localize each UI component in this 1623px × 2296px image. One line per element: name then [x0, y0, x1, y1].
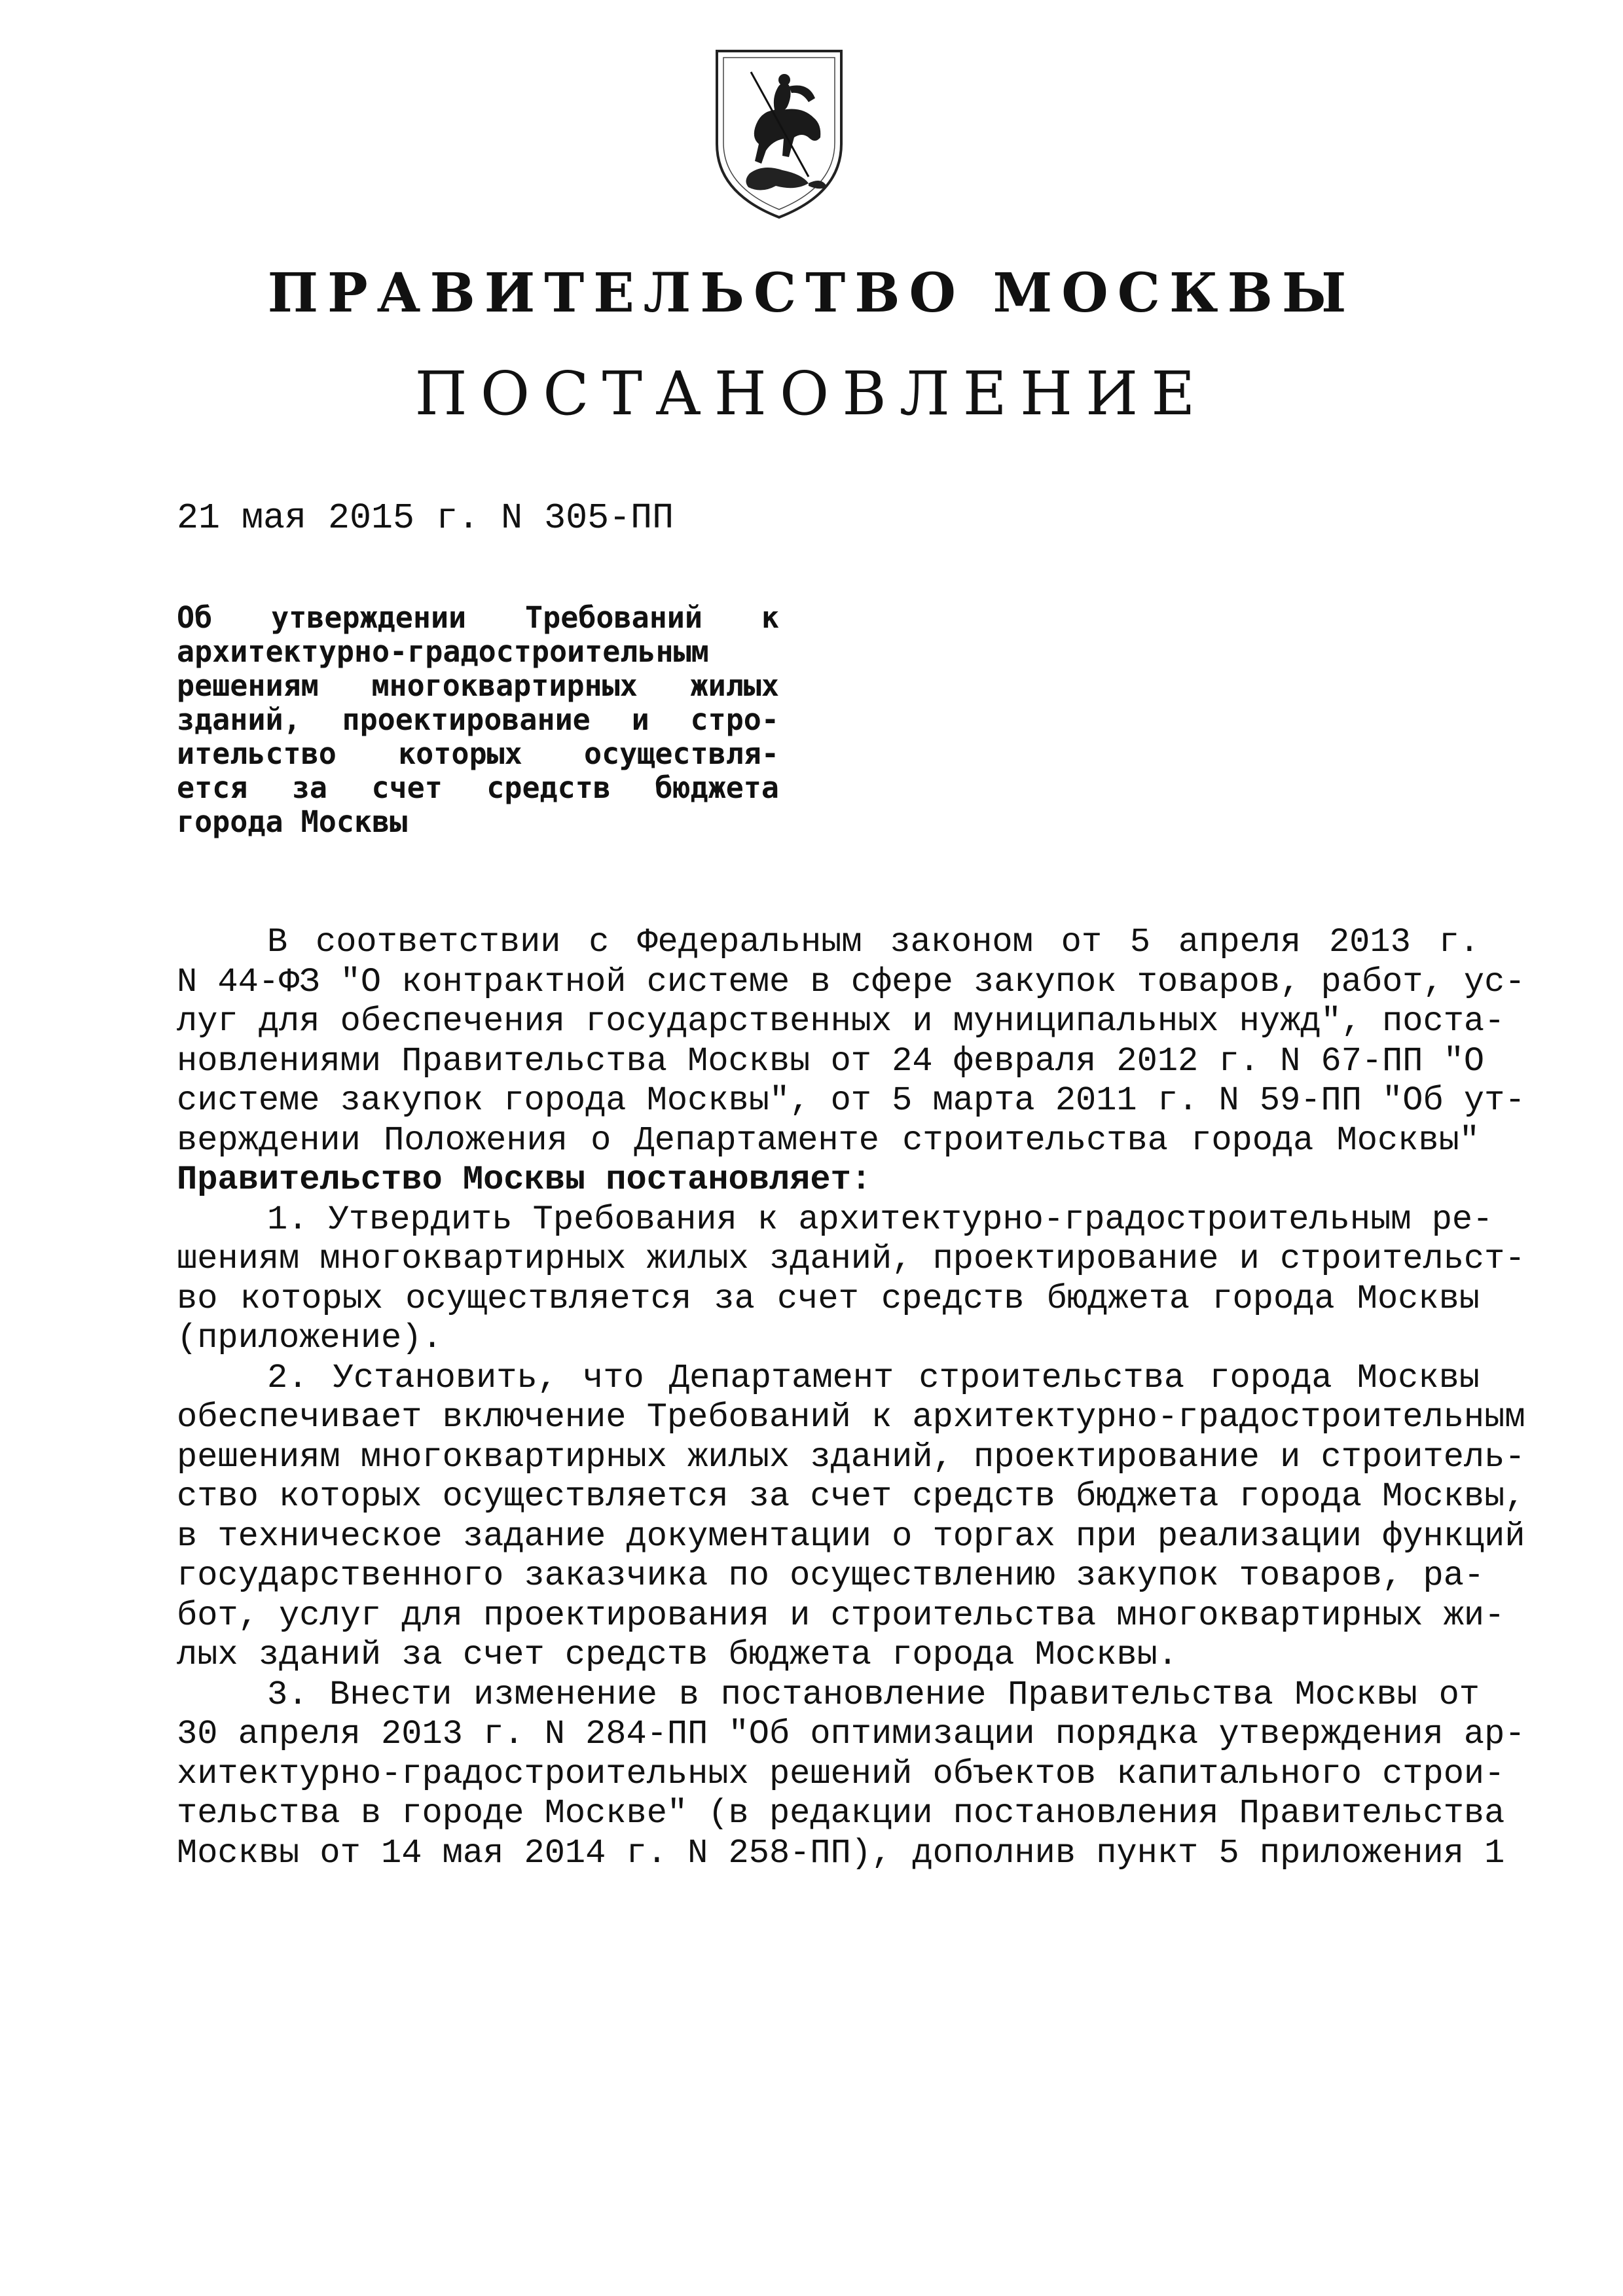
document-date-number: 21 мая 2015 г. N 305-ПП: [177, 497, 674, 539]
subject-line: ительство которых осуществля-: [177, 736, 779, 771]
item-2-line: обеспечивает включение Требований к архитектурно-градостроительным: [177, 1398, 1525, 1437]
item-3-line: 30 апреля 2013 г. N 284-ПП "Об оптимизации порядка утверждения ар-: [177, 1715, 1525, 1753]
item-1-line: шениям многоквартирных жилых зданий, проектирование и строительст-: [177, 1240, 1525, 1278]
subject-line: зданий, проектирование и стро-: [177, 702, 779, 737]
item-1-line: 1. Утвердить Требования к архитектурно-градостроительным ре-: [267, 1200, 1493, 1239]
preamble-line: системе закупок города Москвы", от 5 марта 2011 г. N 59-ПП "Об ут-: [177, 1081, 1525, 1120]
government-name: ПРАВИТЕЛЬСТВО МОСКВЫ: [267, 262, 1356, 325]
item-2-line: государственного заказчика по осуществлению закупок товаров, ра-: [177, 1556, 1485, 1595]
preamble-line: новлениями Правительства Москвы от 24 февраля 2012 г. N 67-ПП "О: [177, 1041, 1485, 1081]
document-body: [177, 923, 1525, 1873]
item-1-line: во которых осуществляется за счет средств бюджета города Москвы: [177, 1279, 1480, 1318]
subject-line: Об утверждении Требований к: [177, 600, 779, 635]
item-3-line: хитектурно-градостроительных решений объектов капитального строи-: [177, 1754, 1505, 1793]
item-2-line: в техническое задание документации о торгах при реализации функций: [177, 1516, 1525, 1556]
item-3-line: тельства в городе Москве" (в редакции постановления Правительства: [177, 1794, 1505, 1833]
resolves-clause: Правительство Москвы постановляет:: [177, 1160, 871, 1199]
document-subject: [177, 601, 779, 839]
preamble-line: В соответствии с Федеральным законом от 5 апреля 2013 г.: [267, 923, 1480, 961]
item-2-line: решениям многоквартирных жилых зданий, проектирование и строитель-: [177, 1437, 1525, 1477]
document-type-title: ПОСТАНОВЛЕНИЕ: [414, 359, 1209, 429]
subject-line: решениям многоквартирных жилых: [177, 668, 779, 703]
preamble-line: верждении Положения о Департаменте строительства города Москвы": [177, 1121, 1480, 1160]
subject-line: ется за счет средств бюджета: [177, 770, 779, 805]
item-3-line: 3. Внести изменение в постановление Правительства Москвы от: [267, 1675, 1480, 1714]
item-2-line: 2. Установить, что Департамент строительства города Москвы: [267, 1358, 1480, 1397]
moscow-coat-of-arms-icon: [710, 46, 848, 223]
item-3-line: Москвы от 14 мая 2014 г. N 258-ПП), дополнив пункт 5 приложения 1: [177, 1833, 1505, 1873]
item-2-line: ство которых осуществляется за счет средств бюджета города Москвы,: [177, 1477, 1525, 1516]
item-1-line: (приложение).: [177, 1319, 443, 1357]
subject-line: архитектурно-градостроительным: [177, 634, 709, 669]
preamble-line: N 44-ФЗ "О контрактной системе в сфере закупок товаров, работ, ус-: [177, 962, 1525, 1001]
subject-line: города Москвы: [177, 804, 408, 839]
item-2-line: лых зданий за счет средств бюджета города Москвы.: [177, 1636, 1178, 1674]
preamble-line: луг для обеспечения государственных и муниципальных нужд", поста-: [177, 1002, 1505, 1041]
item-2-line: бот, услуг для проектирования и строительства многоквартирных жи-: [177, 1596, 1505, 1635]
